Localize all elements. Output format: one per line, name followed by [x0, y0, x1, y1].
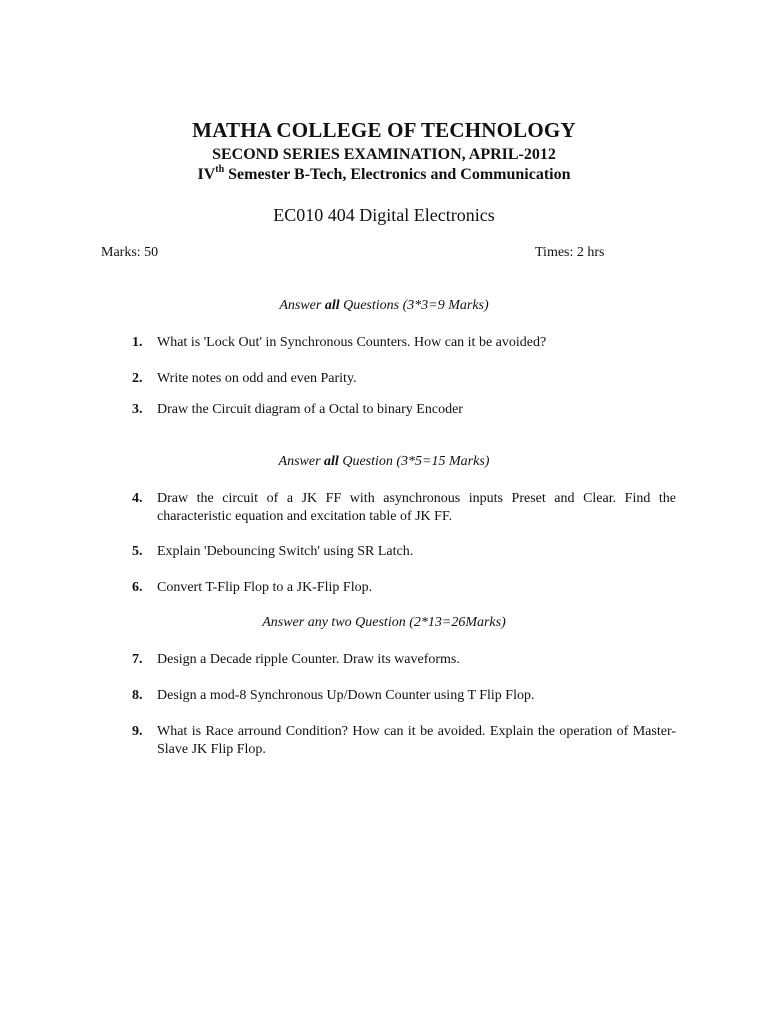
section-bold: all — [324, 298, 340, 313]
semester-superscript: th — [215, 164, 225, 175]
section-pre: Answer any two Question (2*13=26Marks) — [262, 615, 506, 630]
question-number: 2. — [132, 371, 143, 386]
question-text: Write notes on odd and even Parity. — [157, 371, 357, 386]
semester-rest: Semester B-Tech, Electronics and Communication — [224, 166, 571, 183]
question-number: 6. — [132, 580, 143, 595]
section-heading — [0, 298, 768, 314]
question-text: What is 'Lock Out' in Synchronous Counters. How can it be avoided? — [157, 335, 547, 350]
college-name: MATHA COLLEGE OF TECHNOLOGY — [192, 118, 576, 142]
question-item — [132, 579, 676, 597]
section-post: Question (3*5=15 Marks) — [338, 454, 490, 469]
question-text: Explain 'Debouncing Switch' using SR Latch. — [157, 544, 414, 559]
question-item — [132, 334, 676, 352]
section-heading — [0, 454, 768, 470]
question-number: 1. — [132, 335, 143, 350]
section-post: Questions (3*3=9 Marks) — [339, 298, 489, 313]
semester-roman: IV — [197, 166, 216, 183]
section-pre: Answer — [278, 454, 325, 469]
semester-line — [0, 166, 768, 184]
question-number: 4. — [132, 491, 143, 506]
question-item — [132, 723, 676, 759]
question-text: Convert T-Flip Flop to a JK-Flip Flop. — [157, 580, 373, 595]
question-item — [132, 490, 676, 526]
question-text: Draw the circuit of a JK FF with asynchronous inputs Preset and Clear. Find the characteristic equation and excitation table of JK FF. — [157, 491, 676, 524]
question-number: 5. — [132, 544, 143, 559]
question-number: 3. — [132, 402, 143, 417]
question-item — [132, 543, 676, 561]
question-item — [132, 401, 676, 419]
question-text: Draw the Circuit diagram of a Octal to binary Encoder — [157, 402, 463, 417]
question-text: What is Race arround Condition? How can it be avoided. Explain the operation of Master-Slave JK Flip Flop. — [157, 724, 676, 757]
marks-label: Marks: 50 — [101, 245, 159, 260]
section-heading — [0, 615, 768, 631]
course-title: EC010 404 Digital Electronics — [273, 205, 495, 225]
question-text: Design a Decade ripple Counter. Draw its waveforms. — [157, 652, 460, 667]
question-item — [132, 370, 676, 388]
question-number: 8. — [132, 688, 143, 703]
question-number: 9. — [132, 724, 143, 739]
question-item — [132, 687, 676, 705]
question-number: 7. — [132, 652, 143, 667]
question-text: Design a mod-8 Synchronous Up/Down Counter using T Flip Flop. — [157, 688, 535, 703]
times-label: Times: 2 hrs — [535, 245, 605, 260]
section-pre: Answer — [279, 298, 325, 313]
exam-title: SECOND SERIES EXAMINATION, APRIL-2012 — [212, 146, 556, 163]
section-bold: all — [324, 454, 339, 469]
question-item — [132, 651, 676, 669]
